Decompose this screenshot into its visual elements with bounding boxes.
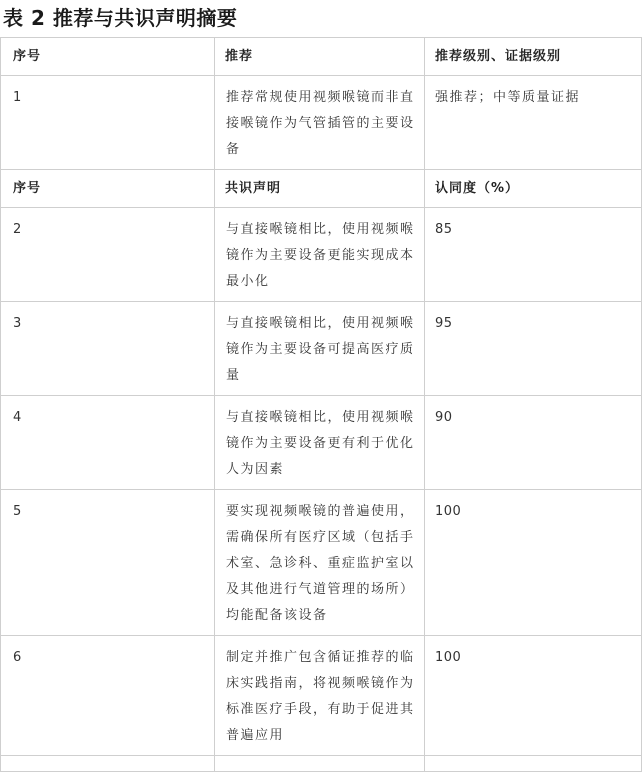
table-row <box>1 490 642 636</box>
table-row <box>1 208 642 302</box>
row-number: 1 <box>1 76 215 170</box>
table-row-partial <box>1 756 642 772</box>
row-statement: 与直接喉镜相比，使用视频喉镜作为主要设备更能实现成本最小化 <box>215 208 425 302</box>
row-value: 95 <box>425 302 642 396</box>
column-header-number: 序号 <box>1 38 215 76</box>
summary-table <box>0 37 642 772</box>
row-statement: 推荐常规使用视频喉镜而非直接喉镜作为气管插管的主要设备 <box>215 76 425 170</box>
row-statement: 制定并推广包含循证推荐的临床实践指南，将视频喉镜作为标准医疗手段，有助于促进其普遍应用 <box>215 636 425 756</box>
row-value: 100 <box>425 490 642 636</box>
table-row <box>1 636 642 756</box>
row-number: 2 <box>1 208 215 302</box>
column-header-agreement: 认同度（%） <box>425 170 642 208</box>
column-header-consensus: 共识声明 <box>215 170 425 208</box>
row-number: 6 <box>1 636 215 756</box>
column-header-number: 序号 <box>1 170 215 208</box>
row-value: 85 <box>425 208 642 302</box>
table-row <box>1 76 642 170</box>
row-number: 5 <box>1 490 215 636</box>
row-statement: 与直接喉镜相比，使用视频喉镜作为主要设备可提高医疗质量 <box>215 302 425 396</box>
row-value: 强推荐；中等质量证据 <box>425 76 642 170</box>
header-row-recommendation <box>1 38 642 76</box>
row-statement: 要实现视频喉镜的普遍使用，需确保所有医疗区域（包括手术室、急诊科、重症监护室以及其他进行气道管理的场所）均能配备该设备 <box>215 490 425 636</box>
table-title: 表 2 推荐与共识声明摘要 <box>3 6 238 30</box>
table-row <box>1 396 642 490</box>
row-number: 3 <box>1 302 215 396</box>
table-row <box>1 302 642 396</box>
header-row-consensus <box>1 170 642 208</box>
row-value: 90 <box>425 396 642 490</box>
column-header-recommendation: 推荐 <box>215 38 425 76</box>
row-number: 4 <box>1 396 215 490</box>
row-value: 100 <box>425 636 642 756</box>
row-statement: 与直接喉镜相比，使用视频喉镜作为主要设备更有利于优化人为因素 <box>215 396 425 490</box>
column-header-grade: 推荐级别、证据级别 <box>425 38 642 76</box>
